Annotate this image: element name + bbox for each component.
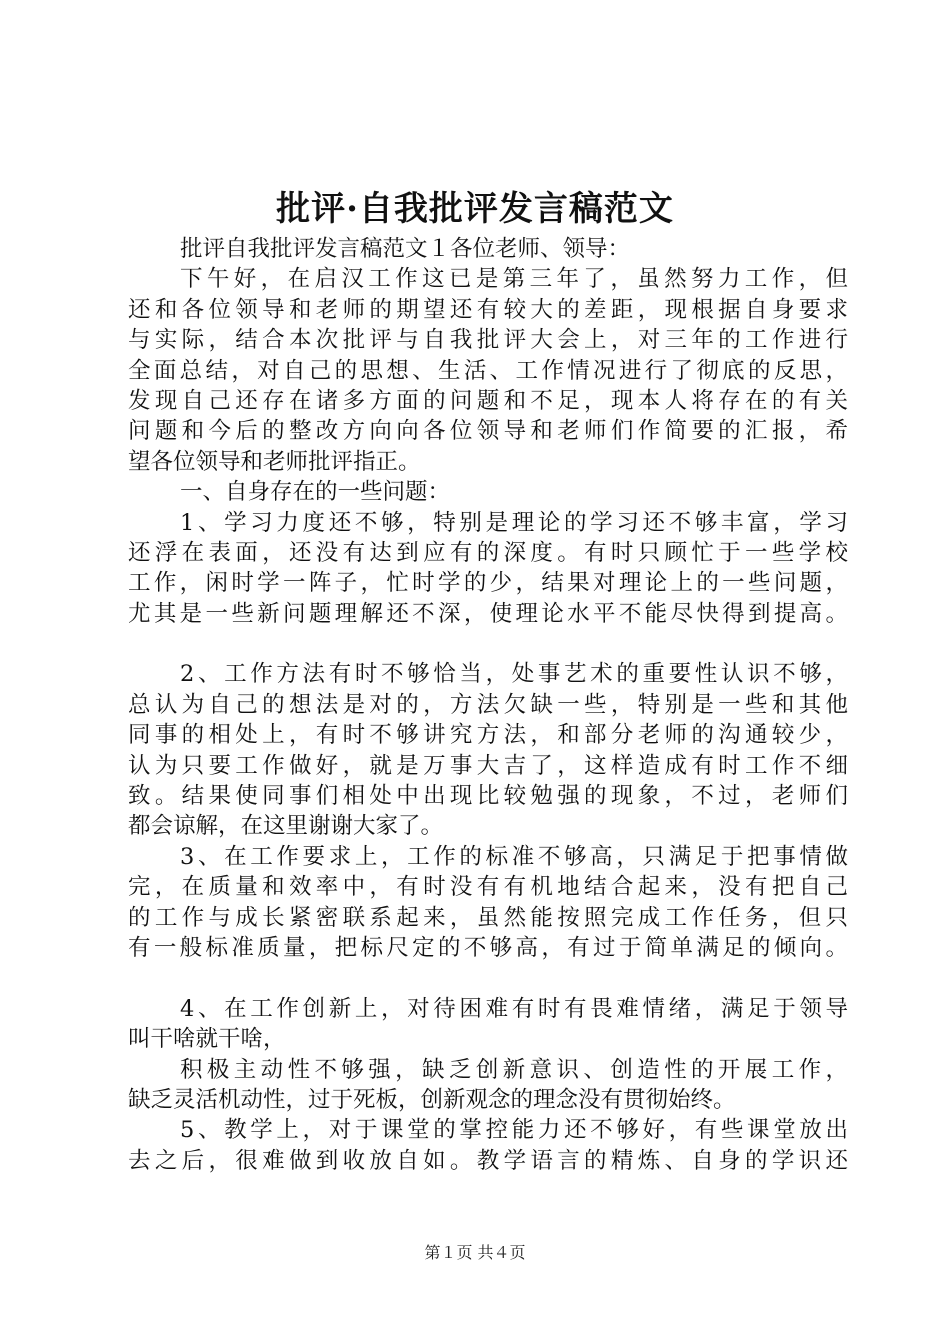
text-line: 4、在工作创新上，对待困难有时有畏难情绪，满足于领导: [180, 995, 848, 1022]
text-line: 致。结果使同事们相处中出现比较勉强的现象，不过，老师们: [128, 783, 848, 810]
page-footer: 第１页 共４页: [424, 1243, 526, 1262]
document-title: 批评·自我批评发言稿范文: [276, 189, 674, 229]
text-line: 认为只要工作做好，就是万事大吉了，这样造成有时工作不细: [128, 752, 848, 779]
text-line: 叫干啥就干啥，: [128, 1026, 286, 1053]
text-line: 工作，闲时学一阵子，忙时学的少，结果对理论上的一些问题，: [128, 570, 848, 597]
text-line: 全面总结，对自己的思想、生活、工作情况进行了彻底的反思，: [128, 357, 848, 384]
text-line: 望各位领导和老师批评指正。: [128, 448, 421, 475]
text-line: 2、工作方法有时不够恰当，处事艺术的重要性认识不够，: [180, 661, 848, 688]
text-line: 3、在工作要求上，工作的标准不够高，只满足于把事情做: [180, 843, 848, 870]
blank-line: [128, 629, 848, 659]
text-line: 去之后，很难做到收放自如。教学语言的精炼、自身的学识还: [128, 1147, 848, 1174]
text-line: 都会谅解，在这里谢谢大家了。: [128, 813, 444, 840]
text-line: 批评自我批评发言稿范文１各位老师、领导：: [180, 236, 631, 262]
text-line: 与实际，结合本次批评与自我批评大会上，对三年的工作进行: [128, 327, 848, 354]
text-line: 一、自身存在的一些问题：: [180, 479, 451, 506]
text-line: 发现自己还存在诸多方面的问题和不足，现本人将存在的有关: [128, 387, 848, 414]
document-body: [128, 234, 848, 1176]
text-line: 同事的相处上，有时不够讲究方法，和部分老师的沟通较少，: [128, 722, 848, 749]
text-line: 5、教学上，对于课堂的掌控能力还不够好，有些课堂放出: [180, 1117, 848, 1144]
text-line: 积极主动性不够强，缺乏创新意识、创造性的开展工作，: [180, 1056, 848, 1083]
text-line: 1、学习力度还不够，特别是理论的学习还不够丰富，学习: [180, 509, 848, 536]
blank-line: [128, 963, 848, 993]
text-line: 下午好，在启汉工作这已是第三年了，虽然努力工作，但: [180, 266, 848, 293]
text-line: 的工作与成长紧密联系起来，虽然能按照完成工作任务，但只: [128, 904, 848, 931]
text-line: 有一般标准质量，把标尺定的不够高，有过于简单满足的倾向。: [128, 934, 848, 961]
text-line: 缺乏灵活机动性，过于死板，创新观念的理念没有贯彻始终。: [128, 1086, 736, 1113]
text-line: 尤其是一些新问题理解还不深，使理论水平不能尽快得到提高。: [128, 600, 848, 627]
text-line: 总认为自己的想法是对的，方法欠缺一些，特别是一些和其他: [128, 691, 848, 718]
text-line: 还浮在表面，还没有达到应有的深度。有时只顾忙于一些学校: [128, 539, 848, 566]
text-line: 还和各位领导和老师的期望还有较大的差距，现根据自身要求: [128, 296, 848, 323]
text-line: 问题和今后的整改方向向各位领导和老师们作简要的汇报，希: [128, 418, 848, 445]
text-line: 完，在质量和效率中，有时没有有机地结合起来，没有把自己: [128, 874, 848, 901]
